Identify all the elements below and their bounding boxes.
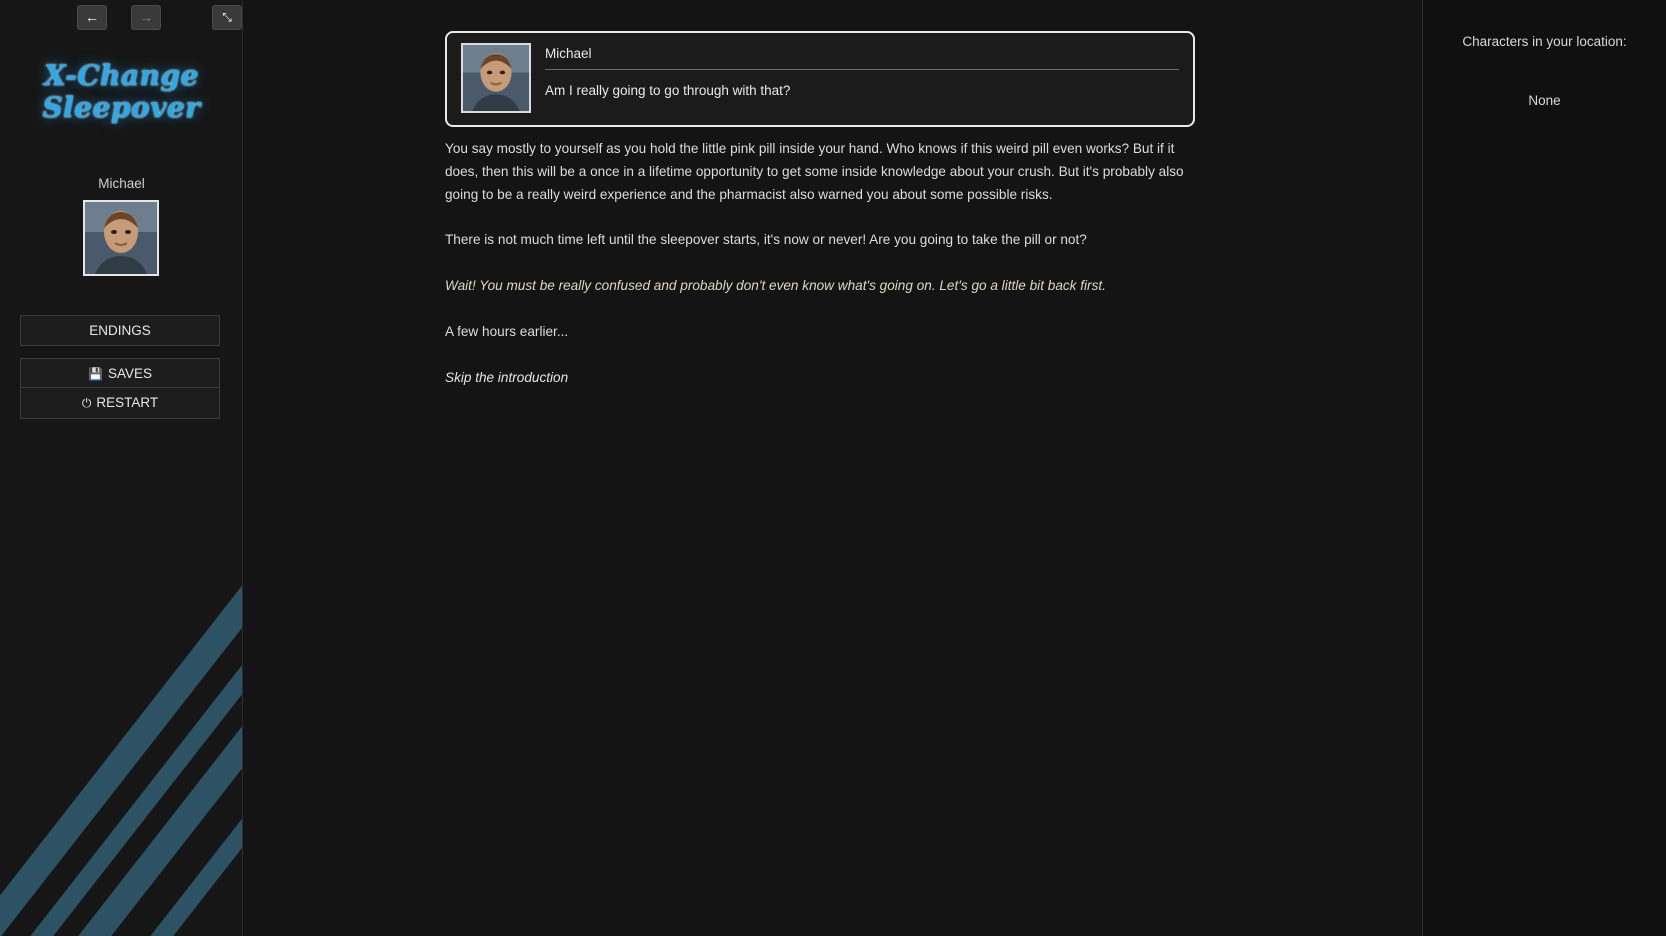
saves-button[interactable] <box>20 358 220 388</box>
sidebar-character-name: Michael <box>98 176 145 191</box>
choice-skip-introduction[interactable]: Skip the introduction <box>445 369 569 385</box>
dialogue-body <box>545 43 1179 113</box>
avatar <box>83 200 159 276</box>
story-paragraph-narrator: Wait! You must be really confused and probably don't even know what's going on. Let's go a little bit back first. <box>445 278 1106 294</box>
logo-line-2: Sleepover <box>42 91 201 124</box>
dialogue-box <box>445 31 1195 127</box>
saves-button-label: SAVES <box>107 366 152 381</box>
arrow-left-icon[interactable]: ← <box>77 5 107 30</box>
story-paragraph: There is not much time left until the sleepover starts, it's now or never! Are you going to take the pill or not? <box>445 232 1087 248</box>
story-paragraph: A few hours earlier... <box>445 323 569 339</box>
arrow-right-icon[interactable]: → <box>131 5 161 30</box>
power-icon: ⏻ <box>81 396 92 410</box>
story-text <box>445 138 1187 390</box>
endings-button[interactable] <box>20 315 220 346</box>
main-content <box>243 0 1423 936</box>
nav-buttons <box>0 3 243 33</box>
collapse-icon[interactable]: ⤡ <box>212 5 242 30</box>
endings-button-label: ENDINGS <box>89 323 151 338</box>
location-panel-empty: None <box>1528 93 1561 108</box>
location-panel <box>1423 0 1666 936</box>
location-panel-title: Characters in your location: <box>1462 34 1627 49</box>
speaker-avatar <box>461 43 531 113</box>
restart-button[interactable] <box>20 387 220 419</box>
restart-button-label: RESTART <box>96 395 159 410</box>
sidebar <box>0 0 243 936</box>
decorative-stripes <box>0 536 243 936</box>
game-logo <box>0 59 243 124</box>
dialogue-text: Am I really going to go through with that? <box>545 83 791 98</box>
story-paragraph: You say mostly to yourself as you hold the little pink pill inside your hand. Who knows if this weird pill even works? But if it does, then this will be a once in a lifetime opportunity to get some inside knowledge about your crush. But it's probably also going to be a really weird experience and the pharmacist also warned you about some possible risks. <box>445 141 1184 202</box>
logo-line-1: X-Change <box>44 59 199 92</box>
speaker-name: Michael <box>545 46 1179 70</box>
save-icon: 💾 <box>88 367 103 381</box>
